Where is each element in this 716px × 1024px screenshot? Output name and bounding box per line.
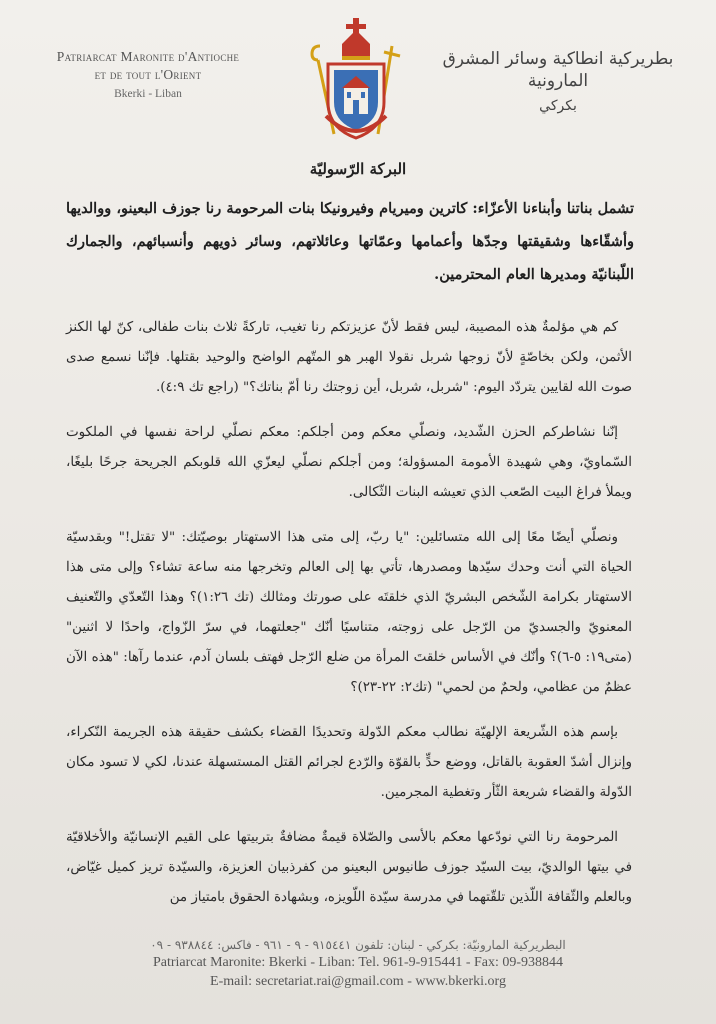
patriarchal-crest-icon xyxy=(304,16,408,144)
footer-latin-contact: Patriarcat Maronite: Bkerki - Liban: Tel. 961-9-915441 - Fax: 09-938844 xyxy=(152,955,564,970)
paragraph: إنّنا نشاطركم الحزن الشّديد، ونصلّي معكم ومن أجلكم: معكم نصلّي لراحة نفسها في الملكوت السّماويّ، وهي شهيدة الأمومة المسؤولة؛ ومن أجلكم نصلّي ليعزّي الله قلوبكم الجريحة جرحًا بليغًا، ويملأ فراغ البيت الصّعب الذي تعيشه البنات الثّكالى. xyxy=(66,425,632,500)
letterhead xyxy=(0,0,716,150)
footer-web-contact: E-mail: secretariat.rai@gmail.com - www.bkerki.org xyxy=(210,974,506,989)
paragraph: ونصلّي أيضًا معًا إلى الله متسائلين: "يا ربّ، إلى متى هذا الاستهتار بوصيّتك: "لا تقتل!" وبقدسيّة الحياة التي أنت وحدك سيّدها ومصدرها، تأتي بها إلى العالم وتخرجها منه ساعة تشاء؟ وإلى متى هذا الاستهتار بكرامة الشّخص البشريّ الذي خلقتَه على صورتك ومثالك (تك ١:٢٦)؟ وهذا التّعدّي والتّعنيف المعنويّ والجسديّ من الرّجل على زوجته، متناسيًا أنّك "جعلتهما، في سرّ الزّواج، واحدًا لا اثنين" (متى١٩: ٥-٦)؟ وأنّك في الأساس خلقتَ المرأة من ضلع الرّجل فهتف بلسان آدم، عندما رآها: "هذه الآن عظمٌ من عظامي، ولحمٌ من لحمي" (تك٢: ٢٢-٢٣)؟ xyxy=(66,530,632,695)
latin-title-line1: Patriarcat Maronite d'Antioche xyxy=(56,49,240,64)
latin-title-line2: et de tout l'Orient xyxy=(94,67,202,82)
paragraph: المرحومة رنا التي نودّعها معكم بالأسى والصّلاة قيمةٌ مضافةٌ بتربيتها على القيم الإنسانيّة والأخلاقيّة في بيتها الوالديّ، بيت السيّد جوزف طانيوس البعينو من كفرذبيان العزيزة، والسيّدة تريز كميل غيّاض، وبالعلم والثّقافة اللّذين تلقّتهما في مدرسة سيّدة اللّويزه، وبشهادة الحقوق بامتياز من xyxy=(66,830,632,905)
letterhead-arabic xyxy=(418,48,698,114)
arabic-place: بكركي xyxy=(539,98,577,114)
paragraph: كم هي مؤلمةٌ هذه المصيبة، ليس فقط لأنّ عزيزتكم رنا تغيب، تاركةً ثلاث بنات طفالى، كنّ لها الكنز الأثمن، ولكن بخاصّةٍ لأنّ زوجها شربل نقولا الهبر هو المتّهم الواضح والوحيد بقتلها. فإنّنا نسمع صدى صوت الله لقايين يتردّد اليوم: "شربل، شربل، أين زوجتك رنا أمّ بناتك؟" (راجع تك ٤:٩). xyxy=(66,320,632,395)
footer-arabic-contact: البطريركية المارونيّة: بكركي - لبنان: تلفون ٩١٥٤٤١ - ٩ - ٩٦١ - فاكس: ٩٣٨٨٤٤ - ٠٩ xyxy=(150,938,566,952)
letterhead-latin xyxy=(18,48,278,100)
letter-body xyxy=(66,313,632,928)
arabic-title: بطريركية انطاكية وسائر المشرق المارونية xyxy=(442,49,674,91)
paragraph: بإسم هذه الشّريعة الإلهيّة نطالب معكم الدّولة وتحديدًا القضاء بكشف حقيقة هذه الجريمة النّكراء، وإنزال أشدّ العقوبة بالقاتل، ووضع حدٍّ بالقوّة والرّدع لجرائم القتل المستسهلة عندنا، لكي لا تسود مكان الدّولة والقضاء شريعة الثّأر وتغطية المجرمين. xyxy=(66,725,632,800)
letter-addressee: تشمل بناتنا وأبناءنا الأعزّاء: كاترين وميريام وفيرونيكا بنات المرحومة رنا جوزف البعينو، ووالديها وأشقّاءها وشقيقتها وجدّها وأعمامها وعمّاتها وعائلاتهم، وسائر ذويهم وأنسبائهم، والجمارك اللّبنانيّة ومديرها العام المحترمين. xyxy=(66,200,634,283)
letter-title: البركة الرّسوليّة xyxy=(309,160,407,178)
letter-footer xyxy=(0,938,716,990)
latin-place: Bkerki - Liban xyxy=(114,88,182,100)
